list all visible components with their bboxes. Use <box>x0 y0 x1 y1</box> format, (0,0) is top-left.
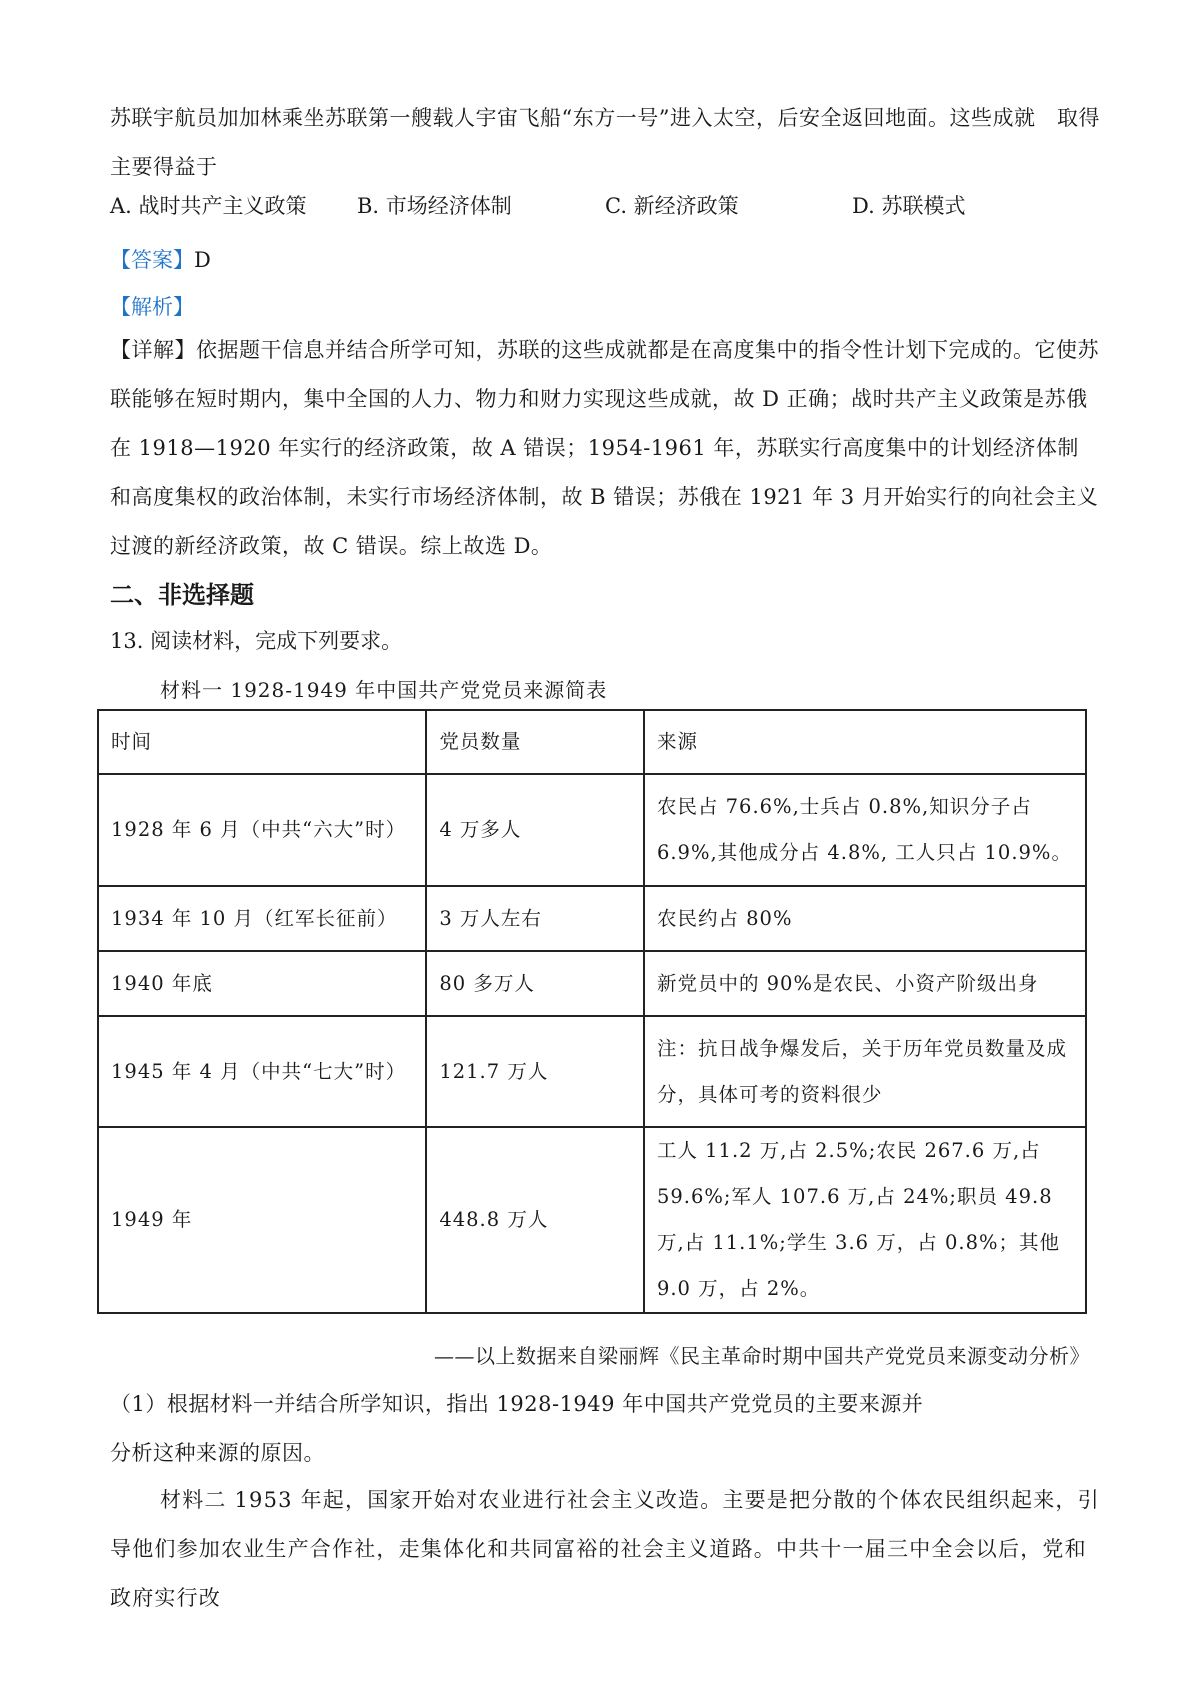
table-header-cell: 党员数量 <box>426 710 644 774</box>
table-cell-time: 1934 年 10 月（红军长征前） <box>98 886 426 951</box>
section-title: 二、非选择题 <box>110 581 254 609</box>
option-c: C. 新经济政策 <box>605 194 739 218</box>
table-cell-count: 4 万多人 <box>426 774 644 886</box>
table-caption: 材料一 1928-1949 年中国共产党党员来源简表 <box>160 678 608 702</box>
table-header-row <box>98 710 1086 774</box>
table-cell-count: 448.8 万人 <box>426 1127 644 1313</box>
question-13-prompt: 13. 阅读材料，完成下列要求。 <box>110 629 403 653</box>
table-cell-time: 1945 年 4 月（中共“七大”时） <box>98 1016 426 1127</box>
table-cell-count: 121.7 万人 <box>426 1016 644 1127</box>
table-cell-source: 农民占 76.6%,士兵占 0.8%,知识分子占 6.9%,其他成分占 4.8%, 工人只占 10.9%。 <box>644 774 1086 886</box>
table-cell-time: 1928 年 6 月（中共“六大”时） <box>98 774 426 886</box>
table-cell-count: 3 万人左右 <box>426 886 644 951</box>
table-row <box>98 774 1086 886</box>
data-source-citation: ——以上数据来自梁丽辉《民主革命时期中国共产党党员来源变动分析》 <box>434 1344 1090 1368</box>
analysis-tag: 【解析】 <box>110 295 194 319</box>
table-cell-source: 注：抗日战争爆发后，关于历年党员数量及成分，具体可考的资料很少 <box>644 1016 1086 1127</box>
table-row <box>98 1016 1086 1127</box>
answer-tag: 【答案】 <box>110 248 194 272</box>
answer-value: D <box>194 248 211 272</box>
table-row <box>98 951 1086 1016</box>
option-d: D. 苏联模式 <box>852 194 966 218</box>
analysis-line <box>110 292 194 322</box>
table-header-cell: 来源 <box>644 710 1086 774</box>
party-member-source-table <box>97 709 1087 1314</box>
material-two-text: 材料二 1953 年起，国家开始对农业进行社会主义改造。主要是把分散的个体农民组织起来，引导他们参加农业生产合作社，走集体化和共同富裕的社会主义道路。中共十一届三中全会以后，党和政府实行改 <box>110 1488 1100 1610</box>
table-cell-source: 农民约占 80% <box>644 886 1086 951</box>
table-cell-time: 1940 年底 <box>98 951 426 1016</box>
sub-question-1: （1）根据材料一并结合所学知识，指出 1928-1949 年中国共产党党员的主要来源并分析这种来源的原因。 <box>110 1392 924 1465</box>
answer-line <box>110 245 211 275</box>
table-cell-time: 1949 年 <box>98 1127 426 1313</box>
table-cell-source: 工人 11.2 万,占 2.5%;农民 267.6 万,占 59.6%;军人 107.6 万,占 24%;职员 49.8 万,占 11.1%;学生 3.6 万，占 0.8%；其他 9.0 万，占 2%。 <box>644 1127 1086 1313</box>
question-stem-text: 苏联宇航员加加林乘坐苏联第一艘载人宇宙飞船“东方一号”进入太空，后安全返回地面。这些成就 取得主要得益于 <box>110 106 1100 179</box>
table-cell-source: 新党员中的 90%是农民、小资产阶级出身 <box>644 951 1086 1016</box>
table-header-cell: 时间 <box>98 710 426 774</box>
table-row <box>98 1127 1086 1313</box>
option-b: B. 市场经济体制 <box>357 194 512 218</box>
table-row <box>98 886 1086 951</box>
detail-explanation: 【详解】依据题干信息并结合所学可知，苏联的这些成就都是在高度集中的指令性计划下完成的。它使苏联能够在短时期内，集中全国的人力、物力和财力实现这些成就，故 D 正确；战时共产主义政策是苏俄在 1918—1920 年实行的经济政策，故 A 错误；1954-1961 年，苏联实行高度集中的计划经济体制和高度集权的政治体制，未实行市场经济体制，故 B 错误；苏俄在 1921 年 3 月开始实行的向社会主义过渡的新经济政策，故 C 错误。综上故选 D。 <box>110 338 1099 558</box>
option-a: A. 战时共产主义政策 <box>110 194 307 218</box>
table-cell-count: 80 多万人 <box>426 951 644 1016</box>
answer-options <box>110 190 1100 230</box>
